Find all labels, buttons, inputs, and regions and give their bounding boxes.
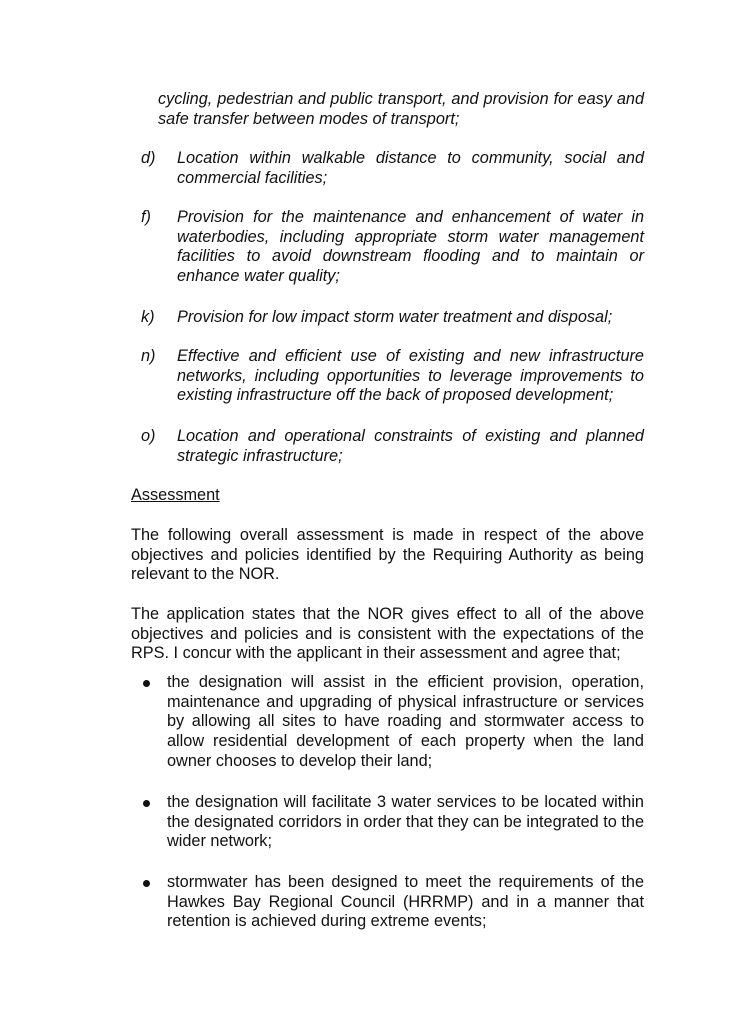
assessment-paragraph-1: The following overall assessment is made in respect of the above objectives and policies identified by the Requiring Authority as being relevant to the NOR. [131,526,644,584]
bullet-dot-icon [143,880,150,887]
bullet-item-2: the designation will facilitate 3 water services to be located within the designated corridors in order that they can be integrated to the wider network; [167,793,644,851]
item-marker-f: f) [141,208,151,226]
assessment-heading: Assessment [131,486,220,504]
item-marker-n: n) [141,347,156,365]
continuation-text: cycling, pedestrian and public transport, and provision for easy and safe transfer between modes of transport; [158,90,644,128]
item-text-f: Provision for the maintenance and enhancement of water in waterbodies, including appropriate storm water management facilities to avoid downstream flooding and to maintain or enhance water quality; [177,208,644,286]
item-text-o: Location and operational constraints of existing and planned strategic infrastructure; [177,427,644,465]
item-marker-k: k) [141,308,155,326]
item-text-d: Location within walkable distance to community, social and commercial facilities; [177,149,644,187]
item-text-n: Effective and efficient use of existing and new infrastructure networks, including opportunities to leverage improvements to existing infrastructure off the back of proposed development; [177,347,644,405]
item-marker-o: o) [141,427,156,445]
bullet-item-3: stormwater has been designed to meet the requirements of the Hawkes Bay Regional Council (HRRMP) and in a manner that retention is achieved during extreme events; [167,873,644,931]
item-marker-d: d) [141,149,156,167]
bullet-dot-icon [143,800,150,807]
item-text-k: Provision for low impact storm water treatment and disposal; [177,308,613,326]
bullet-dot-icon [143,680,150,687]
bullet-item-1: the designation will assist in the efficient provision, operation, maintenance and upgrading of physical infrastructure or services by allowing all sites to have roading and stormwater access to allow residential development of each property when the land owner chooses to develop their land; [167,673,644,770]
assessment-paragraph-2: The application states that the NOR gives effect to all of the above objectives and policies and is consistent with the expectations of the RPS. I concur with the applicant in their assessment and agree that; [131,605,644,663]
